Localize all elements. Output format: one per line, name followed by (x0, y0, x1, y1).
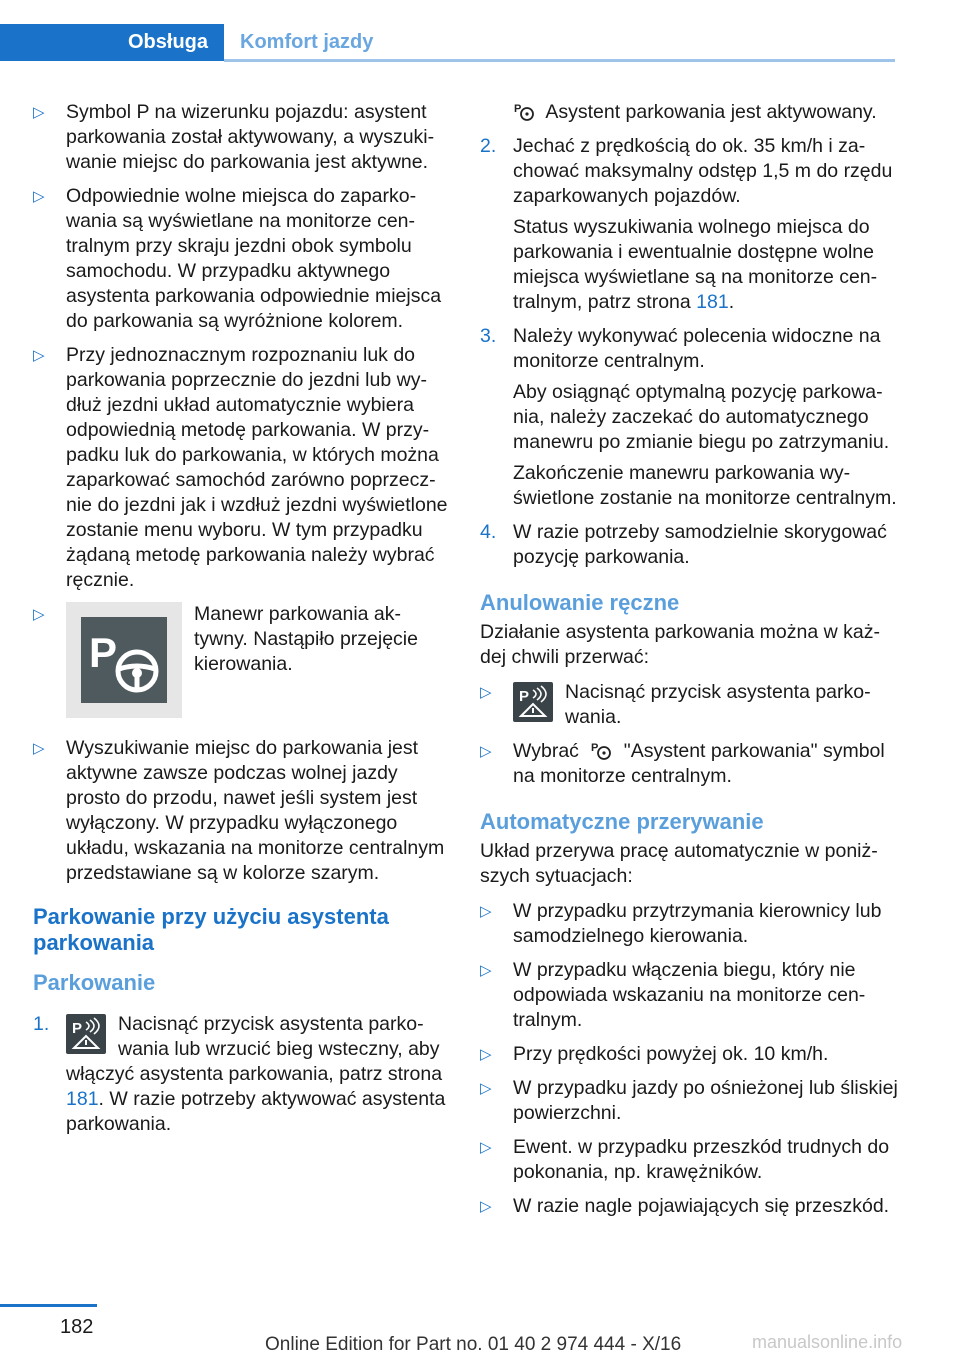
step-item: 2. Jechać z prędkością do ok. 35 km/h i zachować maksymalny odstęp 1,5 m do rzędu zaparkowanych pojazdów. Status wyszukiwania wolnego miejsca do parkowania i ewentualnie dostępne wolne miejsca wyświetlane są na monitorze centralnym, patrz strona 181. (480, 135, 893, 313)
list-item: ▷ Ewent. w przypadku przeszkód trudnych do pokonania, np. krawężników. (480, 1136, 890, 1183)
watermark: manualsonline.info (752, 1332, 903, 1352)
svg-text:P: P (519, 688, 530, 705)
svg-text:P: P (89, 629, 118, 676)
page-link[interactable]: 181 (66, 1088, 99, 1110)
right-column: P Asystent parkowania jest aktywowany. 2. Jechać z prędkością do ok. 35 km/h i zachować maksymalny odstęp 1,5 m do rzędu zaparkowanych pojazdów. Status wyszukiwania wolnego miejsca do parkowania i ewentualnie dostępne wolne miejsca wyświetlane są na monitorze centralnym, patrz strona 181. 3. Należy wykonywać polecenia widoczne na monitorze centralnym. Aby osiągnąć optymalną pozycję parkowania, należy zaczekać do automatycznego manewru po zmianie biegu po zatrzymaniu. Zakończenie manewru parkowania wyświetlone zostanie na monitorze centralnym. 4. W razie potrzeby samodzielnie skorygować pozycję parkowania. Anulowanie ręczne Działanie asystenta parkowania można w każdej chwili przerwać: ▷ P Nacisnąć przycisk asystenta parkowania. ▷ Wybrać P "Asystent parkowania" symbol na monitorze centralnym. Automatyczne przerywanie Układ przerywa pracę automatycznie w poniższych sytuacjach: ▷ W przypadku przytrzymania kierownicy lub samodzielnego kierowania. ▷ W przypadku włączenia biegu, który nie odpowiada wskazaniu na monitorze centralnym. ▷ Przy prędkości powyżej ok. 10 km/h. ▷ W przypadku jazdy po ośnieżonej lub śliskiej powierzchni. ▷ Ewent. w przypadku przeszkód trudnych do pokonania, np. krawężników. ▷ W razie nagle pojawiających się przeszkód. (480, 101, 898, 1217)
subsection-heading: Parkowanie (33, 970, 156, 995)
list-item: ▷ W przypadku przytrzymania kierownicy lub samodzielnego kierowania. (480, 900, 882, 947)
left-column (33, 100, 448, 1146)
step-item: 1. P Nacisnąć przycisk asystenta parkowania lub wrzucić bieg wsteczny, aby włączyć asystenta parkowania, patrz strona 181. W razie potrzeby aktywować asystenta parkowania. (33, 1013, 446, 1135)
step-number: 3. (480, 325, 497, 347)
list-item: ▷ W razie nagle pojawiających się przeszkód. (480, 1195, 890, 1217)
bullet-triangle-icon: ▷ (33, 740, 45, 757)
svg-text:P: P (514, 103, 522, 115)
status-line: P Asystent parkowania jest aktywowany. (514, 101, 877, 123)
page-link[interactable]: 181 (696, 291, 729, 313)
list-item: ▷ Odpowiednie wolne miejsca do zaparkowania są wyświetlane na monitorze centralnym przy skraju jezdni obok symbolu samochodu. W przypadku aktywnego asystenta parkowania odpowiednie miejsca do parkowania są wyróżnione kolorem. (33, 185, 442, 332)
bullet-triangle-icon: ▷ (480, 743, 492, 760)
header-divider (224, 59, 895, 62)
list-item: ▷ Przy jednoznacznym rozpoznaniu luk do parkowania poprzecznie do jezdni lub wydłuż jezdni układ automatycznie wybiera odpowiednią metodę parkowania. W przypadku luk do parkowania, w których można zaparkować samochód zarówno poprzecznie do jezdni jak i wzdłuż jezdni wyświetlone zostanie menu wyboru. W tym przypadku żądaną metodę parkowania należy wybrać ręcznie. (33, 344, 448, 591)
bullet-triangle-icon: ▷ (480, 1046, 492, 1063)
bullet-triangle-icon: ▷ (480, 1139, 492, 1156)
section-heading: Parkowanie przy użyciu asystenta parkowania (33, 904, 389, 955)
subsection-heading: Anulowanie ręczne (480, 590, 680, 615)
bullet-triangle-icon: ▷ (480, 1080, 492, 1097)
step-number: 2. (480, 135, 497, 157)
park-assist-button-icon (66, 1014, 106, 1054)
page-number-rule (0, 1304, 97, 1307)
bullet-triangle-icon: ▷ (480, 962, 492, 979)
park-assist-small-icon (590, 739, 612, 761)
step-number: 1. (33, 1013, 50, 1035)
list-item-with-icon: ▷ P Manewr parkowania aktywny. Nastąpiło przejęcie kierowania. (33, 602, 448, 722)
step-item: 4. W razie potrzeby samodzielnie skorygować pozycję parkowania. (480, 521, 887, 568)
edition-footer: Online Edition for Part no. 01 40 2 974 444 - X/16 (265, 1334, 682, 1355)
bullet-triangle-icon: ▷ (33, 188, 45, 205)
bullet-triangle-icon: ▷ (480, 903, 492, 920)
park-assist-button-icon (513, 682, 553, 722)
subsection-heading: Automatyczne przerywanie (480, 809, 764, 834)
tab-komfort-jazdy[interactable]: Komfort jazdy (240, 31, 374, 53)
bullet-triangle-icon: ▷ (33, 347, 45, 364)
list-item: ▷ Przy prędkości powyżej ok. 10 km/h. (480, 1043, 829, 1065)
page-header (0, 24, 895, 61)
tab-obsluga[interactable]: Obsługa (0, 24, 224, 61)
list-item-with-icon: ▷ P Nacisnąć przycisk asystenta parkowania. (480, 681, 871, 728)
svg-text:P: P (591, 742, 599, 754)
parking-steering-icon (66, 602, 182, 718)
list-item: ▷ Wyszukiwanie miejsc do parkowania jest aktywne zawsze podczas wolnej jazdy prosto do przodu, nawet jeśli system jest wyłączony. W przypadku wyłączonego układu, wskazania na monitorze centralnym przedstawiane są w kolorze szarym. (33, 737, 445, 884)
list-item: ▷ W przypadku włączenia biegu, który nie odpowiada wskazaniu na monitorze centralnym. (480, 959, 866, 1031)
bullet-triangle-icon: ▷ (480, 1198, 492, 1215)
bullet-triangle-icon: ▷ (33, 606, 45, 623)
bullet-triangle-icon: ▷ (33, 104, 45, 121)
list-item: ▷ Wybrać P "Asystent parkowania" symbol na monitorze centralnym. (480, 740, 885, 787)
bullet-triangle-icon: ▷ (480, 684, 492, 701)
step-item: 3. Należy wykonywać polecenia widoczne na monitorze centralnym. Aby osiągnąć optymalną pozycję parkowania, należy zaczekać do automatycznego manewru po zmianie biegu po zatrzymaniu. Zakończenie manewru parkowania wyświetlone zostanie na monitorze centralnym. (480, 325, 897, 509)
list-item: ▷ Symbol P na wizerunku pojazdu: asystent parkowania został aktywowany, a wyszukiwanie miejsc do parkowania jest aktywne. (33, 101, 435, 173)
svg-text:P: P (72, 1020, 83, 1037)
park-assist-small-icon (513, 100, 535, 122)
page-number: 182 (60, 1316, 94, 1338)
step-number: 4. (480, 521, 497, 543)
list-item: ▷ W przypadku jazdy po ośnieżonej lub śliskiej powierzchni. (480, 1077, 898, 1124)
